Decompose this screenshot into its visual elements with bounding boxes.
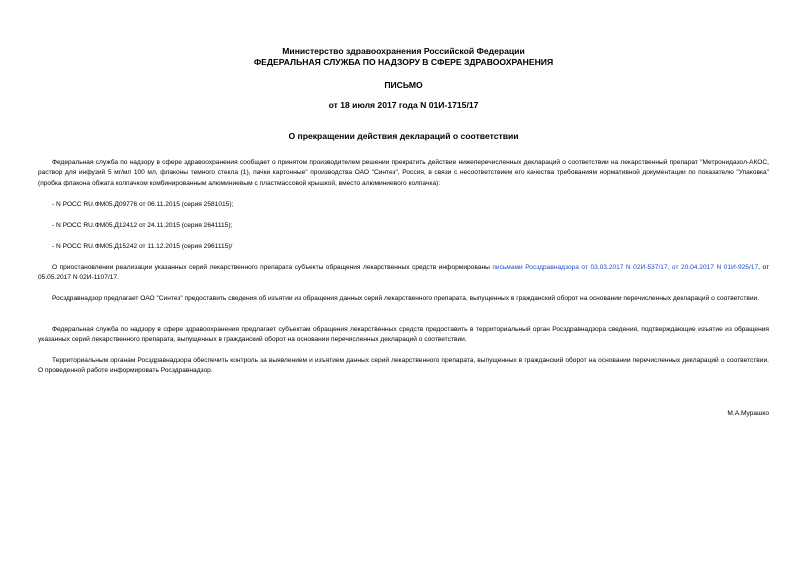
service-name: ФЕДЕРАЛЬНАЯ СЛУЖБА ПО НАДЗОРУ В СФЕРЕ ЗДРАВООХРАНЕНИЯ <box>253 57 554 67</box>
declaration-item: - N РОСС RU.ФМ05.Д15242 от 11.12.2015 (серия 2961115)/ <box>52 243 233 250</box>
document-date-number: от 18 июля 2017 года N 01И-1715/17 <box>328 100 479 110</box>
document-subject: О прекращении действия деклараций о соответствии <box>288 131 519 141</box>
rzn-letters-link[interactable]: письмами Росздравнадзора от 03.03.2017 N 02И-537/17, от 20.04.2017 N 01И-925/17 <box>492 264 759 271</box>
paragraph-subjects-request: Федеральная служба по надзору в сфере здравоохранения предлагает субъектам обращения лекарственных средств предоставить в территориальный орган Росздравнадзора сведения, подтверждающие изъятие из обращения указанных серий лекарственного препарата, выпущенных в гражданский оборот на основании перечисленных деклараций о соответствии. <box>38 326 769 344</box>
signature: М.А.Мурашко <box>727 410 769 417</box>
declaration-item: - N РОСС RU.ФМ05.Д09776 от 06.11.2015 (серия 2581015); <box>52 201 234 208</box>
paragraph-suspension-tail: , от 05.05.2017 N 02И-1107/17. <box>38 264 769 282</box>
declaration-item: - N РОСС RU.ФМ05.Д12412 от 24.11.2015 (серия 2641115); <box>52 222 233 229</box>
paragraph-territorial-control: Территориальным органам Росздравнадзора обеспечить контроль за выявлением и изъятием данных серий лекарственного препарата, выпущенных в гражданский оборот на основании перечисленных деклараций о соответствии. О проведенной работе информировать Росздравнадзор. <box>38 357 769 375</box>
document-type: ПИСЬМО <box>384 80 423 90</box>
paragraph-intro: Федеральная служба по надзору в сфере здравоохранения сообщает о принятом производителем решении прекратить действие нижеперечисленных деклараций о соответствии на лекарственный препарат "Метронидазол-АКОС, раствор для инфузий 5 мг/мл 100 мл, флаконы темного стекла (1), пачки картонные" производства ОАО "Синтез", Россия, в связи с несоответствием его качества требованиям нормативной документации по показателю "Упаковка" (пробка флакона обжата колпачком комбинированным алюминиевым с пластмассовой крышкой, вместо алюминиевого колпачка): <box>38 159 769 187</box>
paragraph-suspension-text: О приостановлении реализации указанных серий лекарственного препарата субъекты обращения лекарственных средств информированы <box>52 264 493 271</box>
paragraph-suspension <box>38 263 769 284</box>
ministry-name: Министерство здравоохранения Российской Федерации <box>282 46 525 56</box>
paragraph-sintez-request: Росздравнадзор предлагает ОАО "Синтез" предоставить сведения об изъятии из обращения данных серий лекарственного препарата, выпущенных в гражданский оборот на основании перечисленных деклараций о соответствии. <box>52 295 760 302</box>
